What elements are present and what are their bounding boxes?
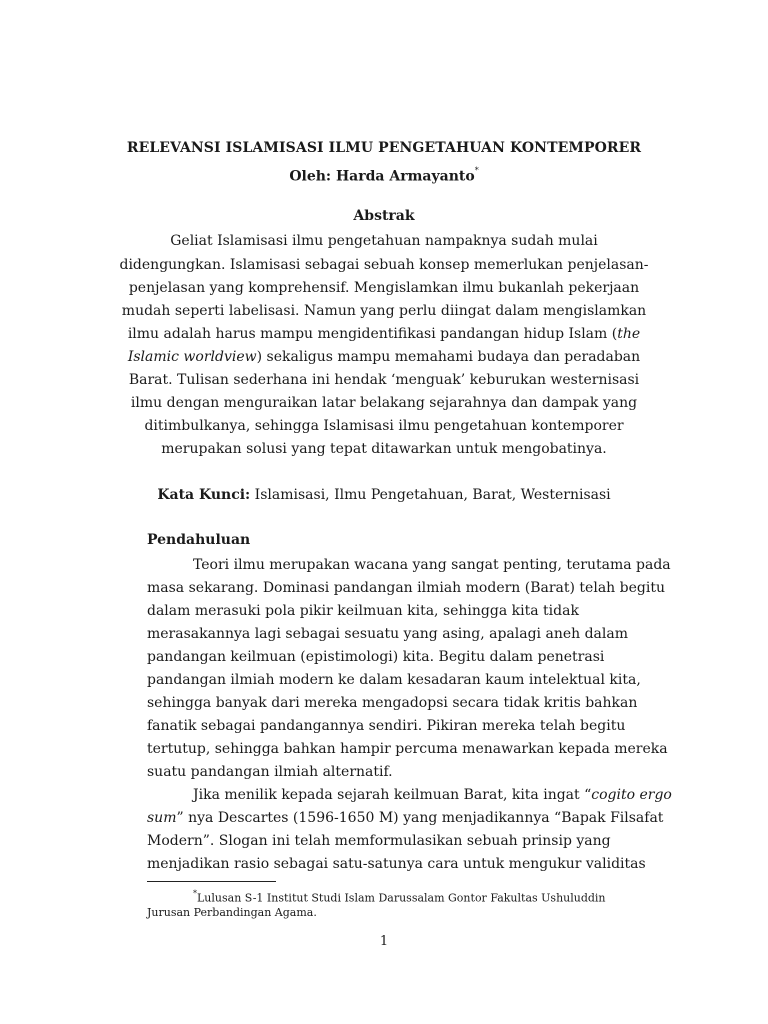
body-line — [147, 808, 663, 828]
body-line: menjadikan rasio sebagai satu-satunya cara untuk mengukur validitas — [147, 856, 646, 872]
section-heading: Pendahuluan — [147, 532, 251, 548]
paper-title: RELEVANSI ISLAMISASI ILMU PENGETAHUAN KONTEMPORER — [126, 140, 642, 156]
body-italic-term: cogito ergo — [591, 787, 672, 803]
body-line — [193, 785, 672, 805]
abstract-heading: Abstrak — [353, 208, 415, 224]
body-line: Teori ilmu merupakan wacana yang sangat penting, terutama pada — [193, 557, 671, 573]
abstract-line: didengungkan. Islamisasi sebagai sebuah konsep memerlukan penjelasan- — [119, 257, 649, 273]
abstract-italic-term: Islamic worldview — [127, 349, 257, 365]
body-line: sehingga banyak dari mereka mengadopsi secara tidak kritis bahkan — [147, 695, 638, 711]
abstract-line: penjelasan yang komprehensif. Mengislamkan ilmu bukanlah pekerjaan — [128, 280, 640, 296]
footnote-mark: * — [193, 889, 197, 898]
body-line: tertutup, sehingga bahkan hampir percuma menawarkan kepada mereka — [147, 741, 668, 757]
page-number: 1 — [379, 934, 389, 949]
body-line: dalam merasuki pola pikir keilmuan kita, sehingga kita tidak — [147, 603, 579, 619]
body-line: pandangan ilmiah modern ke dalam kesadaran kaum intelektual kita, — [147, 672, 641, 688]
footnote-text: Lulusan S-1 Institut Studi Islam Darussalam Gontor Fakultas Ushuluddin — [197, 891, 606, 905]
body-line: suatu pandangan ilmiah alternatif. — [147, 764, 393, 780]
abstract-line: Barat. Tulisan sederhana ini hendak ‘menguak’ keburukan westernisasi — [128, 372, 640, 388]
abstract-line: mudah seperti labelisasi. Namun yang perlu diingat dalam mengislamkan — [121, 303, 647, 319]
body-italic-term: sum — [147, 810, 177, 826]
abstract-line: Geliat Islamisasi ilmu pengetahuan nampaknya sudah mulai — [170, 233, 598, 249]
body-line: Modern”. Slogan ini telah memformulasikan sebuah prinsip yang — [147, 833, 611, 849]
keywords-value: Islamisasi, Ilmu Pengetahuan, Barat, Westernisasi — [250, 487, 611, 503]
abstract-line: merupakan solusi yang tepat ditawarkan untuk mengobatinya. — [161, 441, 607, 457]
author-footnote-mark[interactable]: * — [474, 166, 479, 175]
author-name: Oleh: Harda Armayanto — [289, 168, 475, 185]
keywords-label: Kata Kunci: — [157, 487, 251, 503]
abstract-line: ditimbulkanya, sehingga Islamisasi ilmu pengetahuan kontemporer — [144, 418, 624, 434]
author-line — [0, 163, 768, 187]
footnote-divider — [147, 881, 276, 882]
footnote-line — [193, 887, 606, 907]
body-text: ” nya Descartes (1596-1650 M) yang menjadikannya “Bapak Filsafat — [176, 810, 664, 826]
abstract-line — [0, 347, 768, 367]
body-line: fanatik sebagai pandangannya sendiri. Pikiran mereka telah begitu — [147, 718, 626, 734]
body-line: merasakannya lagi sebagai sesuatu yang asing, apalagi aneh dalam — [147, 626, 629, 642]
body-line: pandangan keilmuan (epistimologi) kita. Begitu dalam penetrasi — [147, 649, 605, 665]
abstract-text: ilmu adalah harus mampu mengidentifikasi pandangan hidup Islam ( — [127, 326, 618, 342]
footnote-line: Jurusan Perbandingan Agama. — [147, 906, 317, 919]
abstract-text: ) sekaligus mampu memahami budaya dan peradaban — [256, 349, 641, 365]
keywords-line — [0, 485, 768, 505]
abstract-line — [0, 324, 768, 344]
abstract-line: ilmu dengan menguraikan latar belakang sejarahnya dan dampak yang — [130, 395, 638, 411]
body-line: masa sekarang. Dominasi pandangan ilmiah modern (Barat) telah begitu — [147, 580, 665, 596]
body-text: Jika menilik kepada sejarah keilmuan Barat, kita ingat “ — [193, 787, 592, 803]
abstract-italic-term: the — [617, 326, 641, 342]
